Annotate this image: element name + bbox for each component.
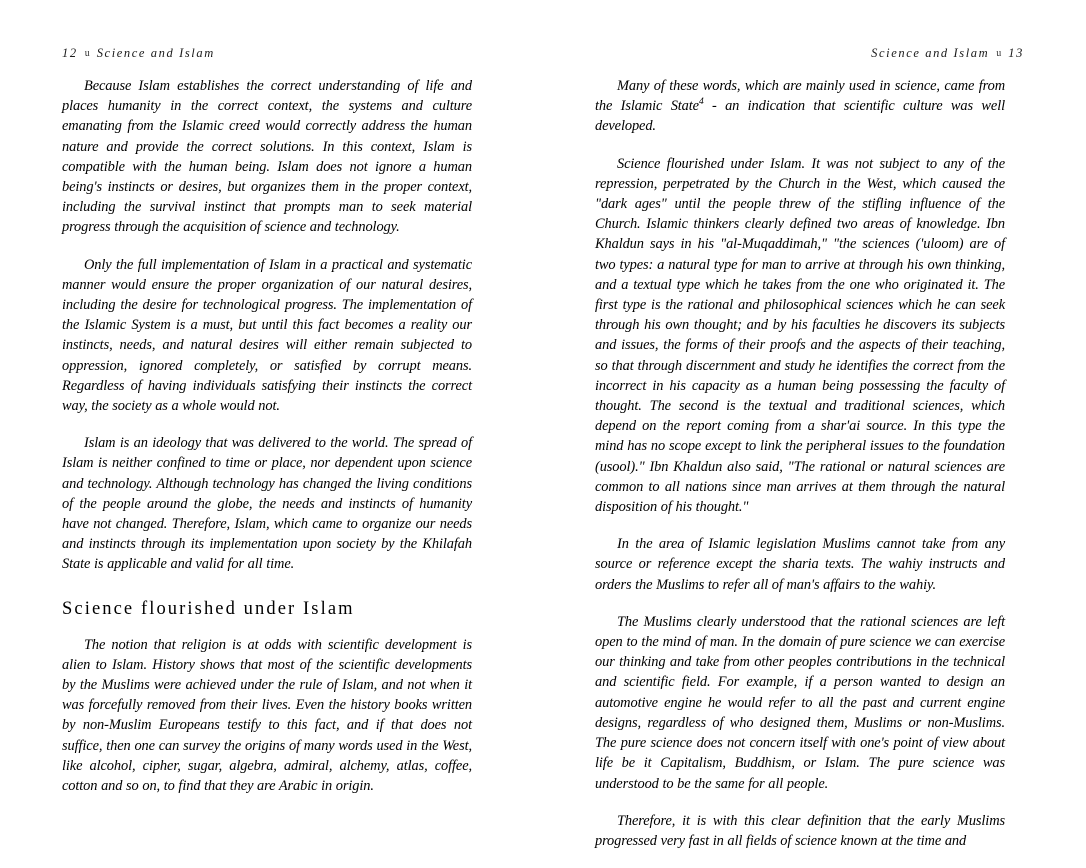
paragraph: Science flourished under Islam. It was not subject to any of the repression, perpetrated by the Church in the West, which caused the "dark ages" until the people threw of the stifling influence of the Church. Islamic thinkers clearly defined two areas of knowledge. Ibn Khaldun says in his "al-Muqaddimah," "the sciences ('uloom) are of two types: a natural type for man to arrive at through his own thinking, and a textual type which he takes from the one who originated it. The first type is the rational and philosophical sciences which he can seek through his own thought; and by his faculties he discovers its subjects and issues, the forms of their proofs and the aspects of their teaching, so that through discernment and study he identifies the correct from the incorrect in his capacity as a human being possessing the faculty of thought. The second is the textual and traditional sciences, which depend on the report coming from a shar'ai source. In this type the mind has no scope except to link the peripheral issues to the foundation (usool)." Ibn Khaldun also said, "The rational or natural sciences are common to all nations since man arrives at them through the natural disposition of his thought." [595, 155, 1005, 516]
paragraph: Therefore, it is with this clear definition that the early Muslims progressed very fast in all fields of science known at the time and [595, 812, 1005, 849]
header-ornament-icon: u [84, 48, 90, 59]
page-number: 13 [1008, 46, 1024, 60]
header-title: Science and Islam [871, 46, 990, 60]
paragraph: The Muslims clearly understood that the rational sciences are left open to the mind of man. In the domain of pure science we can exercise our thinking and take from other peoples contributions in the technical and scientific field. For example, if a person wanted to design an automotive engine he would refer to all the past and current engine designs, regardless of who designed them, Muslims or non-Muslims. The pure science does not concern itself with one's point of view about life be it Capitalism, Buddhism, or Islam. The pure science was understood to be the same for all people. [595, 613, 1005, 792]
paragraph: Because Islam establishes the correct understanding of life and places humanity in the correct context, the systems and culture emanating from the Islamic creed would correctly address the human nature and provide the correct solutions. In this context, Islam is compatible with the human being. Islam does not ignore a human being's instincts or desires, but organizes them in the proper context, including the survival instinct that prompts man to seek material progress through the acquisition of science and technology. [62, 78, 472, 236]
header-ornament-icon: u [996, 48, 1002, 59]
paragraph-with-footnote [595, 76, 1005, 137]
paragraph: Only the full implementation of Islam in a practical and systematic manner would ensure the proper organization of our natural desires, including the desire for technological progress. The implementation of the Islamic System is a must, but until this fact becomes a reality our instincts, needs, and natural desires will either remain subjected to oppression, ignored completely, or satisfied by corrupt means. Regardless of having individuals satisfying their instincts the correct way, the society as a whole would not. [62, 256, 472, 415]
paragraph-text-after-footnote: - an indication that scientific culture was well developed. [595, 98, 1005, 135]
page-number: 12 [62, 46, 78, 60]
right-page [543, 0, 1086, 849]
footnote-marker: 4 [698, 97, 704, 108]
paragraph-text-before-footnote: Many of these words, which are mainly used in science, came from the Islamic State [595, 78, 1005, 115]
section-heading: Science flourished under Islam [62, 598, 355, 619]
header-title: Science and Islam [96, 46, 215, 60]
left-page [0, 0, 543, 795]
left-page-running-header [62, 46, 215, 61]
paragraph: In the area of Islamic legislation Muslims cannot take from any source or reference except the sharia texts. The wahiy instructs and orders the Muslims to refer all of man's affairs to the wahiy. [595, 536, 1005, 593]
right-page-running-header [871, 46, 1024, 61]
paragraph: Islam is an ideology that was delivered to the world. The spread of Islam is neither confined to time or place, nor dependent upon science and technology. Although technology has changed the living conditions of the people around the globe, the needs and instincts of humanity have not changed. Therefore, Islam, which came to organize our needs and instincts through its implementation upon society by the Khilafah State is applicable and valid for all time. [62, 435, 472, 573]
right-page-text-block [595, 76, 1005, 868]
paragraph: The notion that religion is at odds with scientific development is alien to Islam. History shows that most of the scientific developments by the Muslims were achieved under the rule of Islam, and not when it was forcefully removed from their lives. Even the history books written by non-Muslim Europeans testify to this fact, and if that does not suffice, then one can survey the origins of many words used in the West, like alcohol, cipher, sugar, algebra, admiral, alchemy, atlas, coffee, cotton and so on, to find that they are Arabic in origin. [62, 636, 472, 795]
left-page-text-block [62, 76, 472, 813]
